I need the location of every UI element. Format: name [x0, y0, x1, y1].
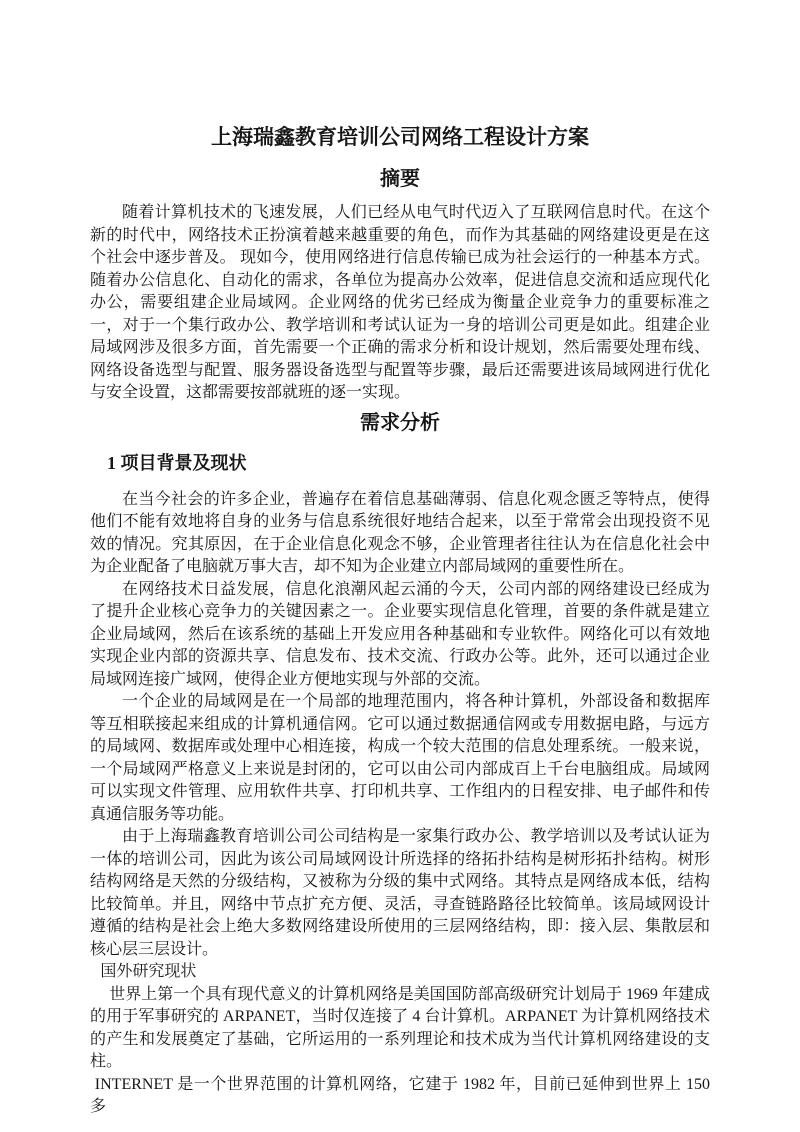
- requirements-analysis-heading: 需求分析: [360, 411, 440, 434]
- section-1-paragraph-1: 在当今社会的许多企业，普遍存在着信息基础薄弱、信息化观念匮乏等特点，使得他们不能有效地将自身的业务与信息系统很好地结合起来，以至于常常会出现投资不见效的情况。究其原因，在于企业信息化观念不够，企业管理者往往认为在信息化社会中为企业配备了电脑就万事大吉，却不知为企业建立内部局域网的重要性所在。: [90, 490, 710, 575]
- document-title: 上海瑞鑫教育培训公司网络工程设计方案: [211, 125, 589, 149]
- section-1-paragraph-4: 由于上海瑞鑫教育培训公司公司结构是一家集行政办公、教学培训以及考试认证为一体的培训公司，因此为该公司局域网设计所选择的络拓扑结构是树形拓扑结构。树形结构网络是天然的分级结构，又被称为分级的集中式网络。其特点是网络成本低，结构比较简单。并且，网络中节点扩充方便、灵活，寻查链路路径比较简单。该局域网设计遵循的结构是社会上绝大多数网络建设所使用的三层网络结构，即：接入层、集散层和核心层三层设计。: [90, 828, 710, 958]
- abstract-heading: 摘要: [380, 168, 420, 190]
- foreign-research-paragraph-1: 世界上第一个具有现代意义的计算机网络是美国国防部高级研究计划局于 1969 年建成的用于军事研究的 ARPANET，当时仅连接了 4 台计算机。ARPANET 为计算机网络技术的产生和发展奠定了基础，它所运用的一系列理论和技术成为当代计算机网络建设的支柱。: [90, 985, 710, 1070]
- foreign-research-paragraph-2: INTERNET 是一个世界范围的计算机网络，它建于 1982 年，目前已延伸到世界上 150 多: [90, 1075, 710, 1115]
- section-1-paragraph-3: 一个企业的局域网是在一个局部的地理范围内，将各种计算机，外部设备和数据库等互相联接起来组成的计算机通信网。它可以通过数据通信网或专用数据电路，与远方的局域网、数据库或处理中心相连接，构成一个较大范围的信息处理系统。一般来说，一个局域网严格意义上来说是封闭的，它可以由公司内部成百上千台电脑组成。局域网可以实现文件管理、应用软件共享、打印机共享、工作组内的日程安排、电子邮件和传真通信服务等功能。: [90, 693, 710, 823]
- abstract-paragraph: 随着计算机技术的飞速发展，人们已经从电气时代迈入了互联网信息时代。在这个新的时代中，网络技术正扮演着越来越重要的角色，而作为其基础的网络建设更是在这个社会中逐步普及。 现如今，使用网络进行信息传输已成为社会运行的一种基本方式。随着办公信息化、自动化的需求，各单位为提高办公效率，促进信息交流和适应现代化办公，需要组建企业局域网。企业网络的优劣已经成为衡量企业竞争力的重要标准之一，对于一个集行政办公、教学培训和考试认证为一身的培训公司更是如此。组建企业局域网涉及很多方面，首先需要一个正确的需求分析和设计规划，然后需要处理布线、网络设备选型与配置、服务器设备选型与配置等步骤，最后还需要进该局域网进行优化与安全设置，这都需要按部就班的逐一实现。: [90, 204, 710, 401]
- section-1-paragraph-2: 在网络技术日益发展，信息化浪潮风起云涌的今天，公司内部的网络建设已经成为了提升企业核心竞争力的关键因素之一。企业要实现信息化管理，首要的条件就是建立企业局域网，然后在该系统的基础上开发应用各种基础和专业软件。网络化可以有效地实现企业内部的资源共享、信息发布、技术交流、行政办公等。此外，还可以通过企业局域网连接广域网，使得企业方便地实现与外部的交流。: [90, 580, 710, 688]
- section-1-background-heading: 1 项目背景及现状: [107, 452, 247, 473]
- foreign-research-status-heading: 国外研究现状: [100, 963, 197, 980]
